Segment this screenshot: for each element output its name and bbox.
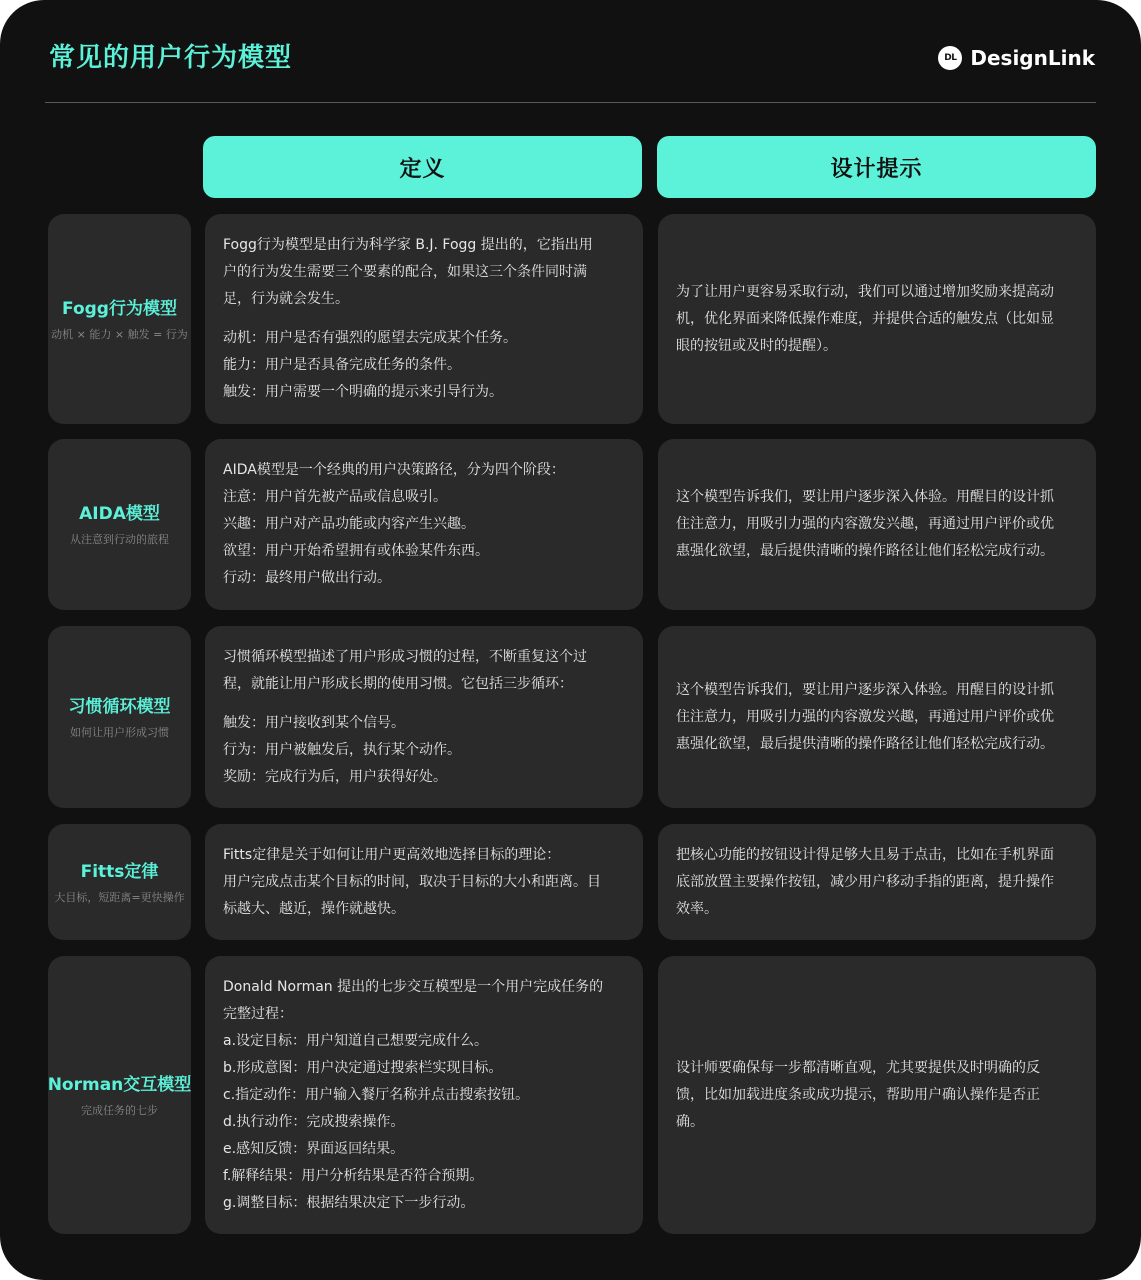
definition-card <box>205 824 643 940</box>
model-name-card <box>48 626 191 808</box>
tip-line: 这个模型告诉我们，要让用户逐步深入体验。用醒目的设计抓 <box>676 489 1054 505</box>
model-name-card <box>48 956 191 1234</box>
definition-line: f.解释结果：用户分析结果是否符合预期。 <box>223 1167 484 1184</box>
column-header-tips: 设计提示 <box>657 136 1096 198</box>
tip-line: 机，优化界面来降低操作难度，并提供合适的触发点（比如显 <box>676 310 1054 327</box>
definition-line: 兴趣：用户对产品功能或内容产生兴趣。 <box>223 516 475 532</box>
definition-line: e.感知反馈：界面返回结果。 <box>223 1140 405 1157</box>
tip-line: 住注意力，用吸引力强的内容激发兴趣，再通过用户评价或优 <box>676 708 1054 725</box>
definition-line: 用户完成点击某个目标的时间，取决于目标的大小和距离。目 <box>223 873 601 890</box>
model-subtitle: 从注意到行动的旅程 <box>70 533 169 546</box>
definition-line: 足，行为就会发生。 <box>223 291 349 307</box>
definition-line: 完整过程： <box>223 1005 293 1022</box>
definition-line: 动机：用户是否有强烈的愿望去完成某个任务。 <box>223 330 517 346</box>
definition-line: 户的行为发生需要三个要素的配合，如果这三个条件同时满 <box>223 264 587 280</box>
definition-line: AIDA模型是一个经典的用户决策路径，分为四个阶段： <box>223 462 565 478</box>
tip-line: 这个模型告诉我们，要让用户逐步深入体验。用醒目的设计抓 <box>676 681 1054 698</box>
definition-line: 注意：用户首先被产品或信息吸引。 <box>223 489 447 505</box>
tip-line: 效率。 <box>676 900 718 917</box>
brand-name: DesignLink <box>970 46 1095 70</box>
tip-line: 底部放置主要操作按钮，减少用户移动手指的距离，提升操作 <box>676 873 1054 890</box>
model-name-card <box>48 214 191 424</box>
model-name-card <box>48 439 191 610</box>
definition-card <box>205 626 643 808</box>
definition-line: 行为：用户被触发后，执行某个动作。 <box>223 741 461 758</box>
tip-line: 为了让用户更容易采取行动，我们可以通过增加奖励来提高动 <box>676 283 1054 300</box>
tip-card <box>658 214 1096 424</box>
definition-line: 程，就能让用户形成长期的使用习惯。它包括三步循环： <box>223 675 573 692</box>
definition-card <box>205 439 643 610</box>
definition-line: 奖励：完成行为后，用户获得好处。 <box>223 768 447 785</box>
model-name: Fitts定律 <box>80 861 159 882</box>
column-header-definition: 定义 <box>203 136 642 198</box>
tip-card <box>658 956 1096 1234</box>
model-name: AIDA模型 <box>79 504 160 524</box>
tip-line: 住注意力，用吸引力强的内容激发兴趣，再通过用户评价或优 <box>676 516 1054 532</box>
tip-line: 把核心功能的按钮设计得足够大且易于点击，比如在手机界面 <box>676 846 1054 863</box>
model-subtitle: 如何让用户形成习惯 <box>70 725 169 739</box>
tip-line: 惠强化欲望，最后提供清晰的操作路径让他们轻松完成行动。 <box>676 543 1054 559</box>
model-subtitle: 大目标，短距离=更快操作 <box>54 890 185 904</box>
definition-line: g.调整目标：根据结果决定下一步行动。 <box>223 1194 475 1211</box>
tip-line: 设计师要确保每一步都清晰直观，尤其要提供及时明确的反 <box>676 1059 1040 1076</box>
model-subtitle: 动机 × 能力 × 触发 = 行为 <box>51 327 188 341</box>
definition-card <box>205 214 643 424</box>
definition-line: 欲望：用户开始希望拥有或体验某件东西。 <box>223 543 489 559</box>
definition-line: 能力：用户是否具备完成任务的条件。 <box>223 357 461 373</box>
tip-line: 惠强化欲望，最后提供清晰的操作路径让他们轻松完成行动。 <box>676 735 1054 752</box>
tip-card <box>658 626 1096 808</box>
definition-line: 行动：最终用户做出行动。 <box>223 570 391 586</box>
tip-line: 馈，比如加载进度条或成功提示，帮助用户确认操作是否正 <box>676 1086 1040 1103</box>
definition-line: b.形成意图：用户决定通过搜索栏实现目标。 <box>223 1059 503 1076</box>
page-title: 常见的用户行为模型 <box>49 43 293 73</box>
model-name-card <box>48 824 191 940</box>
definition-line: Donald Norman 提出的七步交互模型是一个用户完成任务的 <box>223 978 604 995</box>
designlink-logo-icon: DL <box>938 46 962 70</box>
model-name: 习惯循环模型 <box>68 696 171 717</box>
tip-card <box>658 824 1096 940</box>
definition-card <box>205 956 643 1234</box>
definition-line: Fogg行为模型是由行为科学家 B.J. Fogg 提出的，它指出用 <box>223 237 593 253</box>
definition-line: a.设定目标：用户知道自己想要完成什么。 <box>223 1032 489 1049</box>
title-divider <box>45 102 1096 103</box>
brand-logo <box>938 44 1095 72</box>
model-name: Fogg行为模型 <box>62 298 177 319</box>
definition-line: 习惯循环模型描述了用户形成习惯的过程，不断重复这个过 <box>223 648 587 665</box>
tip-line: 眼的按钮或及时的提醒）。 <box>676 337 837 354</box>
tip-card <box>658 439 1096 610</box>
definition-line: d.执行动作：完成搜索操作。 <box>223 1113 405 1130</box>
definition-line: 触发：用户需要一个明确的提示来引导行为。 <box>223 384 503 400</box>
model-subtitle: 完成任务的七步 <box>81 1103 158 1117</box>
tip-line: 确。 <box>676 1113 704 1130</box>
definition-line: c.指定动作：用户输入餐厅名称并点击搜索按钮。 <box>223 1086 530 1103</box>
definition-line: 触发：用户接收到某个信号。 <box>223 714 405 731</box>
definition-line: 标越大、越近，操作就越快。 <box>223 900 405 917</box>
model-name: Norman交互模型 <box>47 1074 192 1095</box>
definition-line: Fitts定律是关于如何让用户更高效地选择目标的理论： <box>223 846 561 863</box>
